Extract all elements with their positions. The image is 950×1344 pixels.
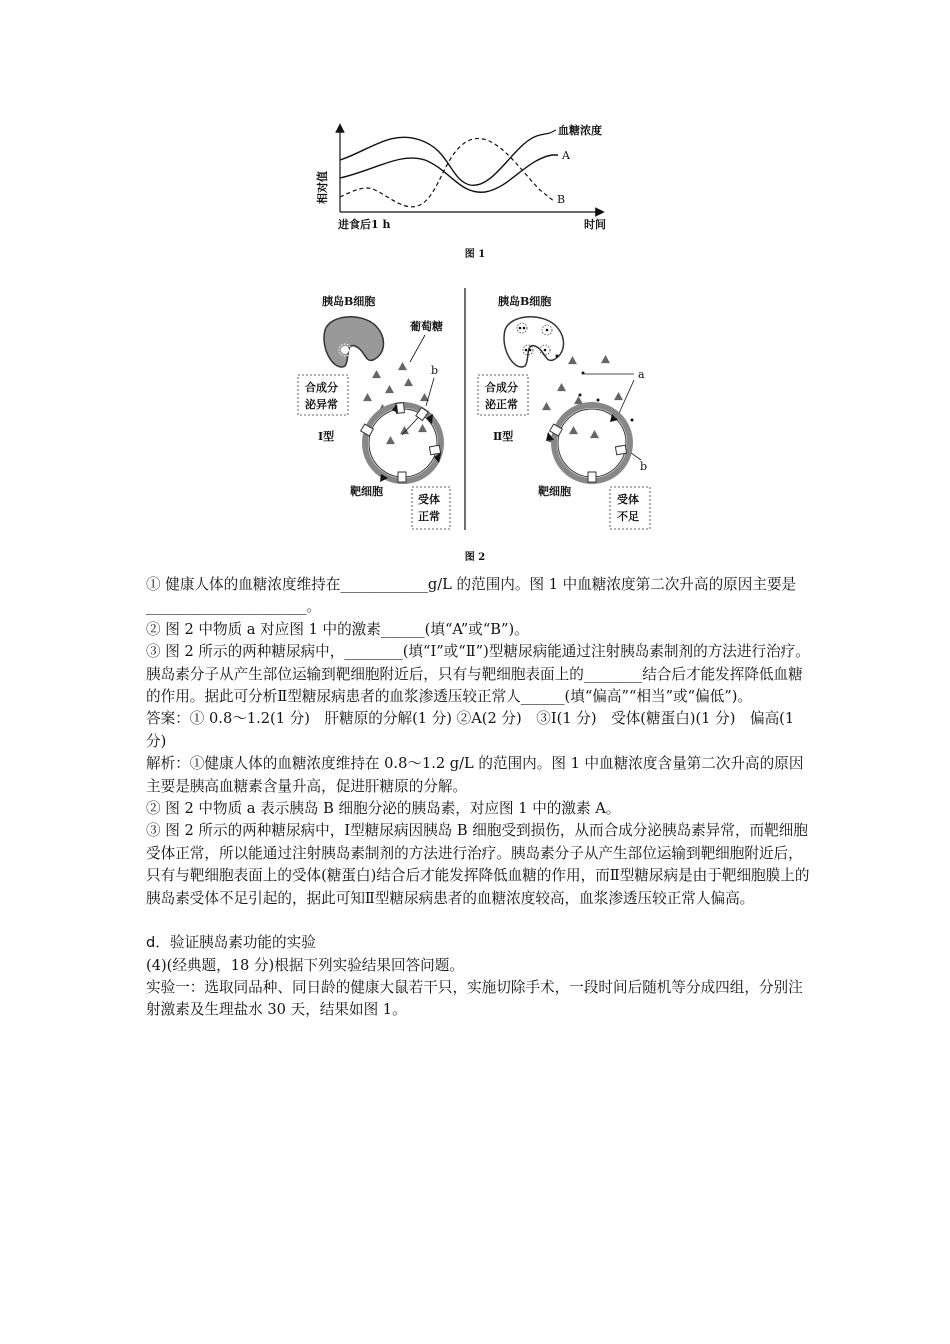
answer: 答案：① 0.8～1.2(1 分) 肝糖原的分解(1 分) ②A(2 分) ③Ⅰ(1 分) 受体(糖蛋白)(1 分) 偏高(1 分)	[146, 710, 795, 750]
left-type-label: Ⅰ型	[318, 430, 335, 443]
right-b-label: b	[640, 460, 648, 473]
blood-sugar-label: 血糖浓度	[558, 124, 602, 137]
left-target-cell-inner	[369, 409, 437, 477]
question-3: ③ 图 2 所示的两种糖尿病中，________(填“Ⅰ”或“Ⅱ”)型糖尿病能通过注射胰岛素制剂的方法进行治疗。胰岛素分子从产生部位运输到靶细胞附近后，只有与靶细胞表面上的________结合后才能发挥降低血糖的作用。据此可分析Ⅱ型糖尿病患者的血浆渗透压较正常人______(填“偏高”“相当”或“偏低”)。	[146, 643, 810, 706]
right-receptor-line2: 不足	[617, 510, 639, 523]
right-target-cell-outer	[554, 405, 630, 481]
figure-2-diagram	[290, 285, 670, 540]
analysis-3: ③ 图 2 所示的两种糖尿病中，Ⅰ型糖尿病因胰岛 B 细胞受到损伤，从而合成分泌胰岛素异常，而靶细胞受体正常，所以能通过注射胰岛素制剂的方法进行治疗。胰岛素分子从产生部位运输到靶细胞附近后，只有与靶细胞表面上的受体(糖蛋白)结合后才能发挥降低血糖的作用，而Ⅱ型糖尿病是由于靶细胞膜上的胰岛素受体不足引起的，据此可知Ⅱ型糖尿病患者的血糖浓度较高，血浆渗透压较正常人偏高。	[146, 822, 810, 907]
left-beta-cell-title: 胰岛B细胞	[322, 295, 376, 308]
section-d-question: (4)(经典题，18 分)根据下列实验结果回答问题。	[146, 956, 464, 974]
left-target-label: 靶细胞	[350, 485, 383, 498]
left-receptor-line2: 正常	[418, 510, 440, 523]
right-receptor-line1: 受体	[617, 493, 639, 506]
right-target-label: 靶细胞	[538, 485, 571, 498]
blood-sugar-leader	[550, 130, 556, 133]
hormone-b-curve	[340, 138, 555, 206]
section-d-heading: d．验证胰岛素功能的实验	[146, 934, 316, 952]
y-axis-label: 相对值	[316, 171, 329, 204]
glucose-label: 葡萄糖	[410, 320, 443, 333]
figure-1-caption: 图 1	[464, 249, 486, 260]
analysis-1: 解析：①健康人体的血糖浓度维持在 0.8～1.2 g/L 的范围内。图 1 中血糖浓度含量第二次升高的原因主要是胰高血糖素含量升高，促进肝糖原的分解。	[146, 755, 804, 795]
left-b-leader	[426, 378, 434, 406]
right-beta-cell-title: 胰岛B细胞	[498, 295, 552, 308]
left-receptor-line1: 受体	[418, 493, 440, 506]
left-secretion-line2: 泌异常	[305, 398, 338, 411]
question-2: ② 图 2 中物质 a 对应图 1 中的激素______(填“A”或“B”)。	[146, 620, 529, 638]
right-secretion-line2: 泌正常	[485, 398, 518, 411]
blood-sugar-curve	[340, 133, 550, 185]
left-secretion-line1: 合成分	[305, 381, 338, 394]
x-start-label: 进食后1 h	[338, 218, 391, 231]
figure-2-caption: 图 2	[464, 552, 486, 563]
figure-1-line-chart	[300, 120, 630, 260]
right-a-label: a	[638, 368, 645, 381]
document-body	[146, 574, 816, 1022]
right-secretion-line1: 合成分	[485, 381, 518, 394]
question-1: ① 健康人体的血糖浓度维持在____________g/L 的范围内。图 1 中血糖浓度第二次升高的原因主要是______________________。	[146, 576, 797, 616]
right-beta-cell	[504, 317, 563, 367]
right-type-label: Ⅱ型	[493, 430, 514, 443]
x-end-label: 时间	[584, 218, 606, 231]
section-d-experiment: 实验一：选取同品种、同日龄的健康大鼠若干只，实施切除手术，一段时间后随机等分成四组，分别注射激素及生理盐水 30 天，结果如图 1。	[146, 978, 803, 1019]
left-beta-cell	[324, 317, 383, 367]
glucose-leader	[410, 335, 425, 362]
left-b-label: b	[431, 364, 439, 377]
analysis-2: ② 图 2 中物质 a 表示胰岛 B 细胞分泌的胰岛素，对应图 1 中的激素 A。	[146, 800, 621, 818]
curve-a-label: A	[562, 149, 570, 162]
curve-b-label: B	[557, 193, 566, 206]
